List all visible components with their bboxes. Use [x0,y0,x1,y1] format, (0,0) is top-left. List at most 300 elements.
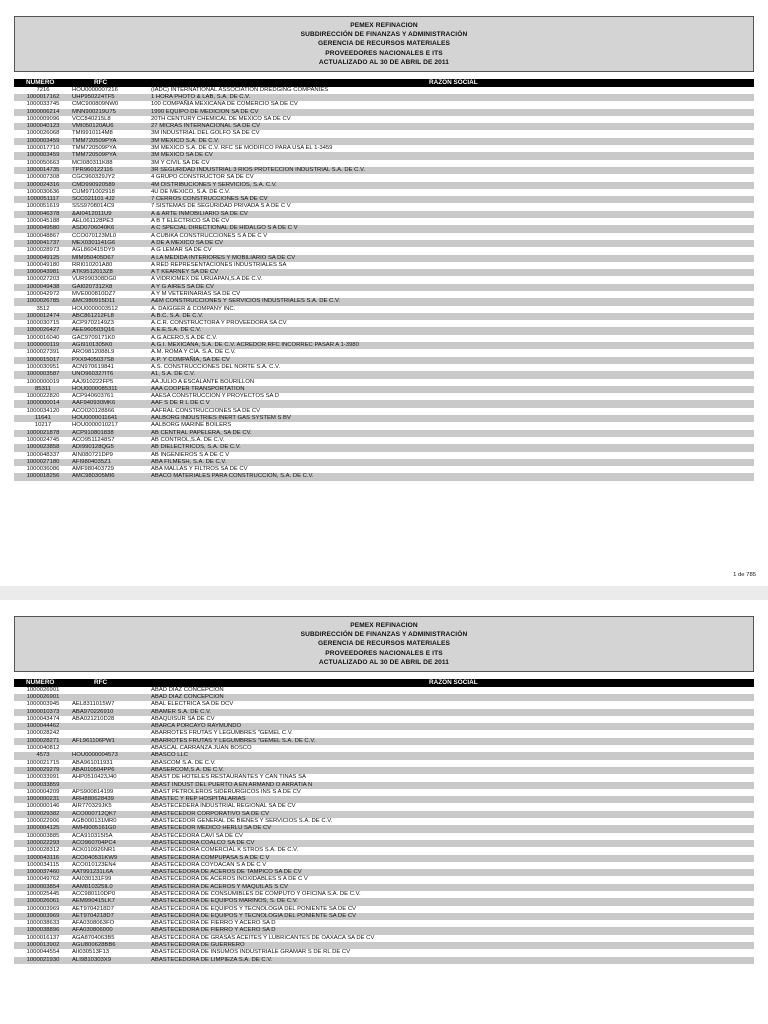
cell-razon-social: ABASTECEDORA DE EQUIPOS Y TECNOLOGIA DEL PONIENTE SA DE CV [151,905,357,912]
cell-numero: 1000038633 [26,920,60,927]
table-row [14,138,754,145]
table-row [14,774,754,781]
table-row [14,109,754,116]
cell-numero: 11641 [35,415,51,422]
cell-razon-social: 3M Y CIVIL SA DE CV [151,159,210,166]
cell-razon-social: ABASTECEDOR CORPORATIVO SA DE CV [151,810,270,817]
cell-razon-social: ABASCO LLC [151,752,188,759]
table-row [14,942,754,949]
cell-rfc: &AI0412011U9 [72,210,112,217]
cell-razon-social: A. DAIGGER & COMPANY INC. [151,305,236,312]
cell-razon-social: 100 COMPAÑIA MEXICANA DE COMERCIO SA DE CV [151,101,298,108]
cell-rfc: AMF980403729 [72,466,114,473]
cell-numero: 1000044462 [26,723,60,730]
cell-razon-social: A1, S.A. DE C.V. [151,371,195,378]
cell-razon-social: 7 SISTEMAS DE SEGURIDAD PRIVADA S A DE C V [151,203,291,210]
cell-razon-social: ABAL ELECTRICA SA DE DCV [151,701,234,708]
cell-razon-social: ABASERCOM,S.A. DE C.V. [151,766,224,773]
cell-razon-social: A RED REPRESENTACIONES INDUSTRIALES SA [151,261,287,268]
cell-numero: 1000017162 [26,93,60,100]
cell-rfc: AEE960503Q16 [72,327,115,334]
table-row [14,803,754,810]
table-row [14,466,754,473]
cell-rfc: AHP0510423J40 [72,774,117,781]
cell-rfc: ACO040531KW9 [72,854,118,861]
table-row [14,269,754,276]
cell-rfc: AII030513F13 [72,949,110,956]
cell-numero: 1000024745 [26,436,60,443]
cell-rfc: RRI010201A80 [72,261,113,268]
table-header [14,679,754,687]
cell-rfc: ARH880628439 [72,796,114,803]
cell-razon-social: A T KEARNEY SA DE CV [151,269,219,276]
cell-numero: 1000051619 [26,203,60,210]
table-row [14,687,754,694]
table-row [14,869,754,876]
cell-numero: 1000028271 [26,737,60,744]
cell-razon-social: A Y G AIRES SA DE CV [151,283,214,290]
cell-rfc: HOU0000007216 [72,86,118,93]
table-row [14,167,754,174]
cell-rfc: TMM720509PYA [72,137,117,144]
table-row [14,123,754,130]
cell-razon-social: ABASTECEDORA CAVI SA DE CV [151,832,243,839]
cell-numero: 1000030636 [26,188,60,195]
cell-rfc: AAT991231L6A [72,869,114,876]
cell-razon-social: ABASTECEDORA COMPUPASA S A DE C V [151,854,270,861]
cell-razon-social: 27 MICRAS INTERNACIONAL SA DE CV [151,123,261,130]
cell-numero: 1000014735 [26,166,60,173]
cell-numero: 1000009096 [26,115,60,122]
table-row [14,444,754,451]
cell-razon-social: 1990 EQUIPO DE MEDICION SA DE CV [151,108,259,115]
table-row [14,840,754,847]
cell-rfc: CMD990920589 [72,181,115,188]
cell-rfc: GAI0207312X8 [72,283,113,290]
cell-rfc: ABA021210D28 [72,715,115,722]
table-row [14,94,754,101]
table-row [14,415,754,422]
cell-razon-social: ABASTECEDORA COYOACAN S A DE C V [151,861,267,868]
table-row [14,927,754,934]
cell-rfc: ACO960704PC4 [72,839,116,846]
cell-numero: 1000027180 [26,458,60,465]
cell-numero: 1000037460 [26,869,60,876]
cell-razon-social: 3M MEXICO S.A. DE C.V. [151,137,220,144]
header-line: ACTUALIZADO AL 30 DE ABRIL DE 2011 [318,58,450,66]
cell-numero: 1000000014 [26,400,60,407]
table-row [14,379,754,386]
table-row [14,811,754,818]
table-row [14,891,754,898]
cell-rfc: &MC980915D11 [72,298,116,305]
cell-rfc: AAI030131F99 [72,876,112,883]
table-row [14,174,754,181]
cell-razon-social: ABASTECEDOR GENERAL DE BIENES Y SERVICIOS S.A. DE C.V. [151,818,333,825]
cell-razon-social: A Y M VETERINARIAS SA DE CV [151,291,241,297]
cell-numero: 1000034120 [26,407,60,414]
cell-razon-social: A CUBIKA CONSTRUCCIONES S A DE C V [151,232,268,239]
cell-rfc: ACO9511248S7 [72,436,115,443]
cell-numero: 1000003969 [26,905,60,912]
table-row [14,247,754,254]
table-row [14,716,754,723]
table-row [14,306,754,313]
cell-numero: 1000044554 [26,949,60,956]
header-line: PEMEX REFINACION [350,621,418,629]
cell-rfc: MNN900219U75 [72,108,116,115]
cell-numero: 1000050663 [26,159,60,166]
table-row [14,218,754,225]
cell-razon-social: ABA FILMESH, S.A. DE C.V. [151,458,227,465]
cell-rfc: UNO960327IT6 [72,371,114,378]
cell-razon-social: A & ARTE INMOBILIARIO SA DE CV [151,210,248,217]
table-row [14,422,754,429]
supplier-table [14,79,754,481]
table-row [14,182,754,189]
cell-numero: 1000029279 [26,766,60,773]
cell-razon-social: A C SPECIAL DIRECTIONAL DE HIDALGO S A DE C V [151,225,298,232]
cell-razon-social: A&M CONSTRUCCIONES Y SERVICIOS INDUSTRIALES S.A. DE C.V. [151,298,340,305]
cell-numero: 1000016040 [26,334,60,341]
cell-razon-social: ABASTECEDORA DE GUERRERO [151,942,245,949]
table-row [14,709,754,716]
header-line: PEMEX REFINACION [350,21,418,29]
table-row [14,782,754,789]
cell-numero: 1000048337 [26,451,60,458]
cell-razon-social: ABASTECEDORA DE EQUIPOS Y TECNOLOGIA DEL PONIENTE SA DE CV [151,912,357,919]
cell-razon-social: AAESA CONSTRUCCION Y PROYECTOS SA D [151,393,279,400]
cell-razon-social: (IADC) INTERNATIONAL ASSOCIATION DREDGING COMPANIES [151,86,329,93]
cell-razon-social: ABASTECEDORA COALCO SA DE CV [151,839,255,846]
cell-rfc: AGU800628BB6 [72,942,116,949]
cell-razon-social: ABACO MATERIALES PARA CONSTRUCCION, S.A. DE C.V. [151,473,314,480]
table-row [14,459,754,466]
cell-numero: 1000027391 [26,349,60,356]
cell-rfc: ABC861212FL8 [72,312,114,319]
cell-numero: 1000049762 [26,876,60,883]
table-row [14,203,754,210]
table-row [14,320,754,327]
cell-numero: 1000028312 [26,847,60,854]
table-body [14,87,754,481]
cell-numero: 1000045188 [26,218,60,225]
table-row [14,233,754,240]
table-row [14,833,754,840]
cell-razon-social: ABASTECEDORA DE ACEROS DE TAMPICO SA DE CV [151,869,302,876]
cell-rfc: AEM990415LK7 [72,898,115,905]
cell-razon-social: ABAMER S.A. DE C.V. [151,708,212,715]
table-row [14,349,754,356]
table-row [14,342,754,349]
table-row [14,767,754,774]
table-row [14,884,754,891]
cell-razon-social: ABAD DIAZ CONCEPCION [151,693,224,700]
cell-numero: 1000017710 [26,145,60,152]
cell-razon-social: A LA MEDIDA INTERIORES Y MOBILIARIO SA DE CV [151,254,296,261]
cell-numero: 1000025445 [26,891,60,897]
cell-numero: 1000000119 [26,342,60,349]
table-row [14,400,754,407]
table-row [14,898,754,905]
cell-rfc: ACP9702149Z3 [72,320,114,327]
cell-rfc: CMC900809NW0 [72,101,119,108]
cell-razon-social: ABAST DE HOTELES RESTAURANTES Y CAN TINAS SA [151,774,306,781]
cell-rfc: TMM720509PYA [72,145,117,152]
cell-rfc: HOU0000085311 [72,385,118,392]
cell-numero: 1000018256 [26,473,60,480]
cell-rfc: AEL8311015W7 [72,701,115,708]
cell-numero: 1000004125 [26,825,60,832]
cell-rfc: AAM810325IL0 [72,883,113,890]
cell-razon-social: ABASCAL CARRANZA JUAN BOSCO [151,745,252,752]
cell-razon-social: A.G.I. MEXICANA, S.A. DE C.V. ACREDOR RFC INCORREC PASAR A 1-3980 [151,342,359,349]
cell-razon-social: 3R SEGURIDAD INDUSTRIAL 3 RIOS PROTECCION INDUSTRIAL S.A. DE C.V. [151,166,366,173]
cell-numero: 7216 [36,86,50,93]
cell-razon-social: ABASTECEDORA DE GRASAS ACEITES Y LUBRICANTES DE OAXACA SA DE CV [151,934,375,941]
cell-numero: 1000040123 [26,123,60,130]
cell-razon-social: AAA COOPER TRANSPORTATION [151,385,245,392]
report-header [14,16,754,72]
cell-rfc: ACO020128866 [72,407,115,414]
cell-razon-social: 4 GRUPO CONSTRUCTOR SA DE CV [151,174,254,181]
cell-rfc: ACC980110DP0 [72,891,116,897]
table-row [14,949,754,956]
cell-rfc: ACA910315I5A [72,832,113,839]
cell-numero: 1000036086 [26,466,60,473]
cell-numero: 1000027203 [26,276,60,283]
cell-numero: 1000043981 [26,269,60,276]
cell-razon-social: ABASTECEDORA DE INSUMOS INDUSTRIALE GRAMAR S DE RL DE CV [151,949,351,956]
cell-razon-social: A B T ELECTRICO SA DE CV [151,218,230,225]
cell-rfc: ACP910801838 [72,429,114,436]
cell-numero: 1000026785 [26,298,60,305]
report-header [14,616,754,672]
cell-rfc: AFI9804035Z1 [72,458,111,465]
table-row [14,847,754,854]
cell-rfc: ARO9812088L9 [72,349,115,356]
cell-razon-social: ABASTECEDORA DE FIERRO Y ACERO SA D [151,920,276,927]
supplier-table [14,679,754,964]
cell-razon-social: ABASTECEDORA DE ACEROS Y MAQUILAS S CV [151,883,288,890]
cell-rfc: AMC980305MI6 [72,473,115,480]
table-row [14,87,754,94]
table-header [14,79,754,87]
cell-razon-social: ABASTECEDORA DE ACEROS INOXIDABLES S A DE C V [151,876,308,883]
cell-numero: 3512 [36,305,50,312]
table-row [14,225,754,232]
cell-rfc: ACO000712QK7 [72,810,117,817]
table-row [14,357,754,364]
cell-razon-social: AALBORG INDUSTRIES INERT GAS SYSTEM S BV [151,415,291,422]
column-numero: NUMERO [26,79,55,86]
cell-rfc: MVE000810DZ7 [72,291,116,297]
cell-numero: 1000013902 [26,942,60,949]
column-numero: NUMERO [26,679,55,686]
cell-numero: 1000003587 [26,371,60,378]
cell-numero: 1000028973 [26,247,60,254]
cell-razon-social: ABASTECEDOR MEDICO HERLU SA DE CV [151,825,272,832]
table-row [14,738,754,745]
cell-razon-social: A G LEMAR SA DE CV [151,247,212,254]
document-page-2 [0,600,768,1024]
table-row [14,745,754,752]
table-row [14,101,754,108]
header-line: SUBDIRECCIÓN DE FINANZAS Y ADMINISTRACIÓN [300,31,468,39]
cell-rfc: MIM950405D67 [72,254,114,261]
cell-numero: 1000003854 [26,883,60,890]
table-row [14,364,754,371]
cell-razon-social: 1 HORA PHOTO & LAB, S.A. DE C.V. [151,93,251,100]
cell-numero: 1000003945 [26,701,60,708]
cell-razon-social: ABASTECEDORA DE LIMPIEZA S.A. DE C.V. [151,956,273,963]
table-row [14,825,754,832]
cell-numero: 1000034115 [26,861,60,868]
cell-numero: 1000016137 [26,934,60,941]
table-row [14,240,754,247]
cell-numero: 1000024316 [26,181,60,188]
cell-numero: 1000022293 [26,839,60,846]
cell-rfc: ACK010926NR1 [72,847,116,854]
cell-razon-social: AB CENTRAL PAPELERA, SA DE CV. [151,429,252,436]
cell-numero: 1000000019 [26,378,60,385]
table-row [14,818,754,825]
table-row [14,430,754,437]
cell-numero: 1000006214 [26,108,60,115]
header-line: GERENCIA DE RECURSOS MATERIALES [317,40,451,48]
cell-rfc: ABA961011931 [72,759,113,766]
cell-rfc: AEL061128PE3 [72,218,114,225]
cell-rfc: AFA0308063FO [72,920,115,927]
cell-numero: 4573 [36,752,50,759]
table-row [14,393,754,400]
cell-razon-social: AALBORG MARINE BOILERS [151,422,232,429]
cell-rfc: ABA010504PP6 [72,766,115,773]
table-row [14,327,754,334]
cell-rfc: MCI080311K88 [72,159,113,166]
table-row [14,920,754,927]
cell-rfc: AMH9005161G0 [72,825,116,832]
table-row [14,116,754,123]
cell-razon-social: ABASTECEDORA DE FIERRO Y ACERO SA D [151,927,276,934]
cell-razon-social: A VIDRIOMEX DE URUAPAN,S.A DE C.V. [151,276,263,283]
cell-numero: 1000012474 [26,312,60,319]
cell-razon-social: ABASCOM S.A. DE C.V. [151,759,216,766]
cell-rfc: HOU0000010217 [72,422,118,429]
cell-numero: 1000003459 [26,152,60,159]
cell-rfc: VUR990308DG0 [72,276,117,283]
cell-rfc: ACP940603761 [72,393,114,400]
cell-rfc: HOU0000003512 [72,305,118,312]
cell-numero: 1000041737 [26,239,60,246]
table-row [14,313,754,320]
cell-rfc: ACO010123EN4 [72,861,116,868]
cell-rfc: AGL860415DY9 [72,247,115,254]
table-row [14,694,754,701]
cell-numero: 1000043116 [26,854,60,861]
header-line: GERENCIA DE RECURSOS MATERIALES [317,640,451,648]
cell-razon-social: AB CONTROL,S.A. DE C.V. [151,436,225,443]
cell-razon-social: ABARROTES FRUTAS Y LEGUMBRES "GEMEL S.A. DE C.V. [151,737,316,744]
cell-rfc: ATK9512013Z8 [72,269,113,276]
cell-numero: 1000003969 [26,912,60,919]
cell-numero: 85311 [35,385,51,392]
cell-razon-social: ABA MALLAS Y FILTROS SA DE CV [151,466,248,473]
cell-numero: 1000003885 [26,832,60,839]
cell-razon-social: ABAST PETROLEROS SIDERURGICOS INS S A DE CV [151,788,301,795]
cell-rfc: TMI9910114M8 [72,130,113,137]
cell-numero: 1000026901 [26,693,60,700]
table-row [14,796,754,803]
cell-razon-social: AB DIELECTRICOS, S.A. DE C.V. [151,444,241,451]
cell-numero: 1000049438 [26,283,60,290]
cell-rfc: AGB000131MR0 [72,818,117,825]
table-row [14,935,754,942]
cell-numero: 1000028242 [26,730,60,737]
cell-numero: 1000003459 [26,137,60,144]
cell-rfc: MEX0301141G6 [72,239,116,246]
cell-numero: 1000048867 [26,232,60,239]
cell-numero: 1000004209 [26,788,60,795]
table-row [14,913,754,920]
table-row [14,291,754,298]
cell-numero: 1000026061 [26,898,60,905]
table-row [14,262,754,269]
cell-rfc: ACN970619841 [72,363,114,370]
cell-razon-social: 20TH CENTURY CHEMICAL DE MEXICO SA DE CV [151,115,291,122]
cell-rfc: CCO070123ML0 [72,232,117,239]
cell-razon-social: 4U DE MEXICO, S.A. DE C.V. [151,188,230,195]
cell-rfc: GAC9709171K0 [72,334,115,341]
cell-numero: 1000049125 [26,254,60,261]
cell-numero: 1000049580 [26,225,60,232]
cell-rfc: CGC960329JY2 [72,174,115,181]
table-row [14,876,754,883]
header-line: PROVEEDORES NACIONALES E ITS [325,649,443,657]
cell-razon-social: A DE A MEXICO SA DE CV [151,239,224,246]
cell-razon-social: ABASTECEDERA INDUSTRIAL REGIONAL SA DE CV [151,803,296,810]
cell-razon-social: A.M. ROMA Y CIA. S.A. DE C.V. [151,349,236,356]
cell-rfc: AFL961106PW1 [72,737,115,744]
cell-numero: 1000000146 [26,803,60,810]
cell-numero: 10217 [34,422,52,429]
cell-rfc: AIN080721DP9 [72,451,113,458]
cell-rfc: TMM720509PYA [72,152,117,159]
cell-numero: 1000000231 [26,796,60,803]
table-row [14,701,754,708]
table-row [14,408,754,415]
table-row [14,152,754,159]
cell-numero: 1000033745 [26,101,60,108]
cell-rfc: AGI9101305K0 [72,342,113,349]
table-row [14,298,754,305]
cell-rfc: ASD0706040K6 [72,225,115,232]
table-row [14,160,754,167]
table-row [14,730,754,737]
cell-razon-social: ABASTECEDORA COMERCIAL K STROS S.A. DE C.V. [151,847,299,854]
cell-razon-social: 4M DISTRIBUCIONES Y SERVICIOS, S.A. C.V. [151,181,277,188]
cell-razon-social: ABASTECEDORA DE CONSUMIBLES DE COMPUTO Y OFICINA S.A. DE C.V. [151,891,361,897]
table-row [14,211,754,218]
cell-numero: 1000049180 [26,261,60,268]
cell-razon-social: 7 CERROS CONSTRUCCIONES SA DE CV [151,196,268,203]
column-rfc: RFC [94,679,108,686]
cell-numero: 1000038896 [26,927,60,934]
column-rfc: RFC [94,79,108,86]
cell-razon-social: AA JULIO A ESCALANTE BOURILLON [151,378,255,385]
cell-rfc: PXX9405037S8 [72,356,114,363]
cell-rfc: SSS9708014C9 [72,203,115,210]
